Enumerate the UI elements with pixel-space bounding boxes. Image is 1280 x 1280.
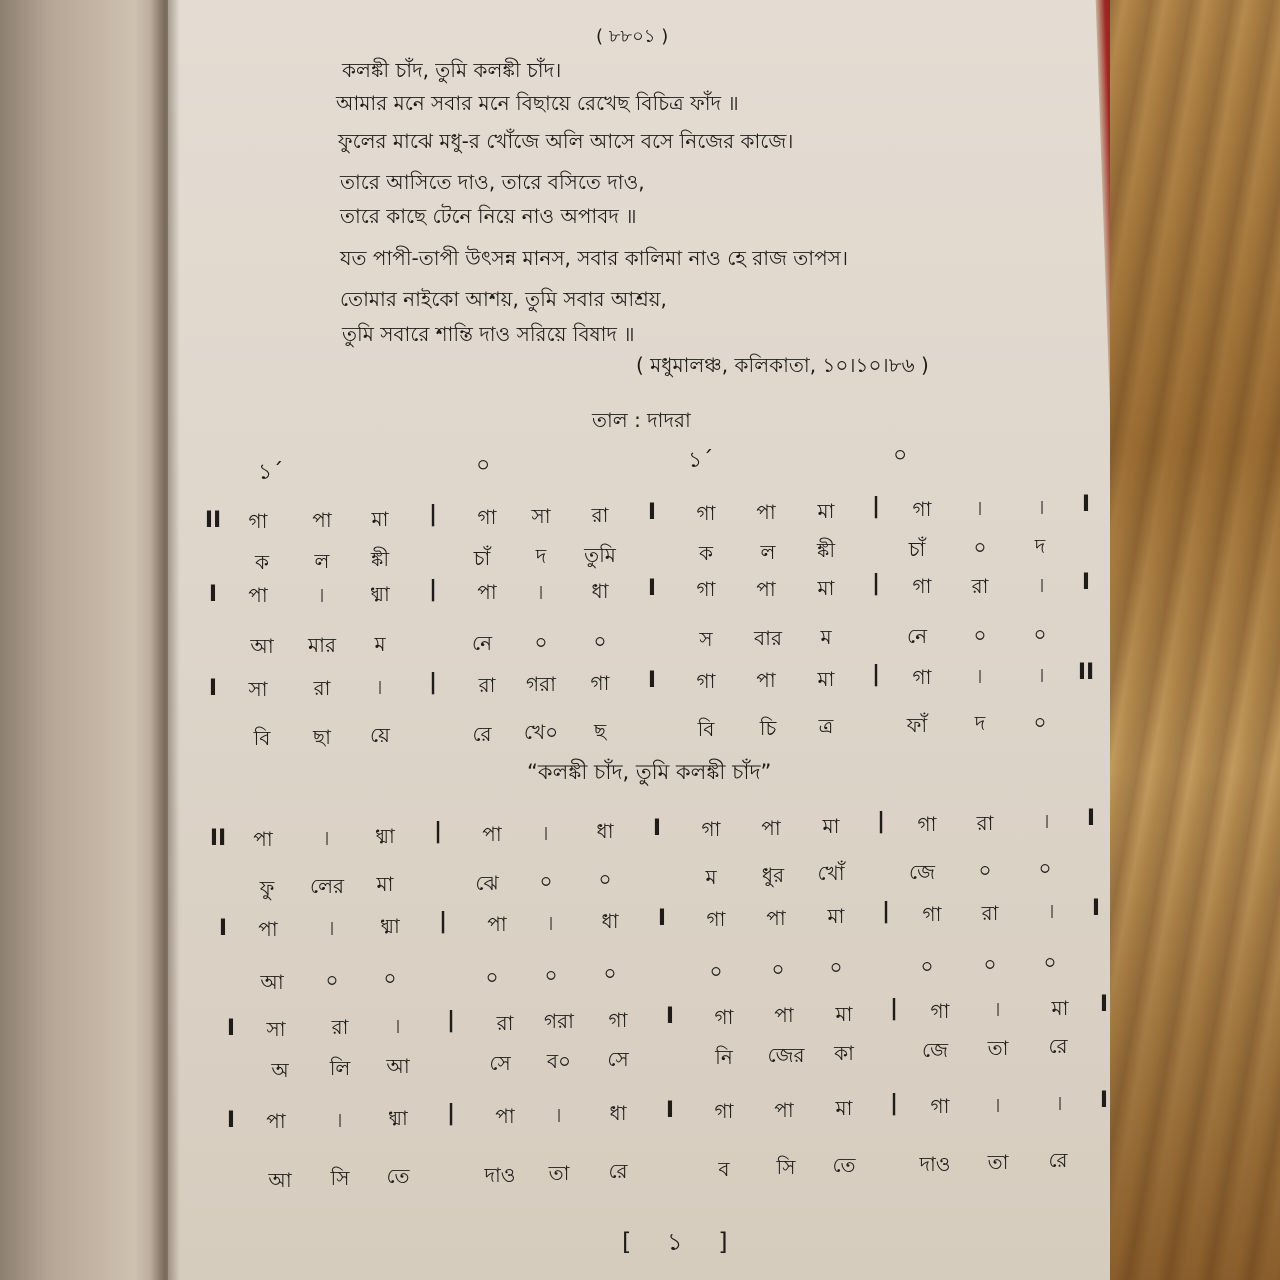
barline: | [871,494,881,519]
lyric-syllable: য়ে [370,723,390,748]
page-number-top: ( ৮৮০১ ) [596,26,669,47]
swara-note: ধা [601,909,619,934]
barline: | [433,819,443,844]
lyric-syllable: রে [1048,1034,1068,1058]
lyric-syllable: সি [776,1155,796,1180]
swara-note: মা [817,575,835,600]
left-page [0,0,168,1280]
swara-note: পা [248,583,268,608]
swara-note: মা [827,904,845,929]
swara-note: ৷ [330,915,334,940]
swara-note: রা [331,1015,349,1039]
poem-source: ( মধুমালঞ্চ, কলিকাতা, ১০।১০।৮৬ ) [636,353,929,377]
lyric-syllable: জে [908,859,936,884]
lyric-syllable: মার [308,632,336,657]
lyric-syllable: সে [607,1047,629,1072]
lyric-syllable: ধুর [761,863,785,888]
lyric-syllable: চি [759,715,777,740]
swara-note: ৷ [396,1013,400,1038]
swara-note: রা [591,503,609,527]
lyric-syllable: দ [1034,534,1046,558]
lyric-syllable: ঙ্কী [816,538,836,563]
lyric-syllable: ফাঁ [906,712,928,737]
barline: | [446,1008,456,1033]
lyric-syllable: জের [767,1042,805,1067]
lyric-syllable: লি [329,1055,351,1080]
swara-note: মা [817,499,835,523]
barline: I [226,1016,236,1041]
swara-note: পা [756,668,776,692]
lyric-syllable: ০ [539,868,553,893]
swara-note: পা [766,905,786,930]
lyric-syllable: ০ [920,953,934,978]
swara-note: ৷ [978,496,982,520]
swara-note: রা [976,810,994,835]
beat-mark: ০ [476,453,491,478]
barline: I [665,1098,675,1123]
barline: I [1099,992,1109,1017]
swara-note: মা [817,667,835,691]
lyric-syllable: ত্র [818,714,834,739]
lyric-syllable: বি [253,726,271,750]
swara-note: গা [477,505,497,529]
lyric-syllable: ছা [313,724,331,749]
swara-note: রা [971,573,989,598]
swara-note: গা [912,665,932,689]
barline: I [1099,1088,1109,1113]
barline: | [881,899,891,924]
wooden-table [1110,0,1280,1280]
swara-note: রা [313,676,331,700]
barline: | [871,571,881,596]
lyric-syllable: তে [832,1153,856,1178]
barline: II [209,826,227,851]
barline: I [647,576,657,601]
barline: II [204,508,222,533]
swara-note: ৷ [549,910,553,935]
swara-note: সা [248,677,268,701]
swara-note: গা [590,671,610,695]
book-gutter [150,0,180,1280]
beat-mark: ১´ [688,448,714,473]
barline: I [647,668,657,693]
barline: | [889,996,899,1021]
lyric-syllable: স [699,627,713,652]
swara-note: ধ্মা [380,914,400,939]
swara-note: ৷ [1050,899,1054,924]
lyric-syllable: সে [489,1051,511,1076]
lyric-syllable: সি [330,1166,350,1191]
lyric-syllable: ০ [603,960,617,985]
swara-note: মা [371,507,389,531]
barline: I [208,676,218,701]
swara-note: ৷ [544,820,548,845]
lyric-syllable: ০ [534,629,548,654]
lyric-syllable: নে [471,630,493,655]
refrain-heading: “কলঙ্কী চাঁদ, তুমি কলঙ্কী চাঁদ” [527,760,772,784]
swara-note: পা [482,821,502,846]
swara-note: গা [248,509,268,533]
poem-line: যত পাপী-তাপী উৎসন্ন মানস, সবার কালিমা নাও হে রাজ তাপস। [340,246,849,270]
lyric-syllable: ০ [829,955,843,980]
swara-note: ৷ [978,664,982,688]
lyric-syllable: বার [754,626,782,651]
poem-line: আমার মনে সবার মনে বিছায়ে রেখেছ বিচিত্র ফাঁদ ॥ [336,91,739,115]
swara-note: গা [930,1093,950,1118]
swara-note: গা [912,497,932,521]
swara-note: ৷ [1040,572,1044,597]
lyric-syllable: অ [271,1058,289,1082]
swara-note: মা [835,1001,853,1026]
swara-note: সা [266,1016,286,1041]
barline: I [657,906,667,931]
lyric-syllable: চাঁ [908,536,926,561]
swara-note: গা [714,1004,734,1029]
swara-note: পা [258,916,278,941]
swara-note: পা [487,911,507,936]
swara-note: গা [714,1098,734,1123]
swara-note: ধা [596,819,614,844]
lyric-syllable: তা [548,1160,570,1185]
lyric-syllable: ছ [593,718,607,743]
lyric-syllable: মা [376,872,394,897]
barline: I [208,582,218,607]
lyric-syllable: ০ [709,959,723,984]
lyric-syllable: ল [760,539,776,564]
swara-note: সা [531,504,551,528]
swara-note: গা [696,669,716,693]
lyric-syllable: দাও [484,1162,516,1187]
swara-note: মা [835,1096,853,1121]
lyric-syllable: তুমি [584,542,616,567]
swara-note: ৷ [325,825,329,850]
lyric-syllable: ব০ [546,1049,572,1074]
barline: I [218,916,228,941]
swara-note: গা [912,574,932,599]
lyric-syllable: রে [1048,1148,1068,1172]
barline: | [428,577,438,602]
swara-note: পা [761,815,781,840]
lyric-syllable: জে [921,1038,949,1063]
barline: I [647,500,657,525]
swara-note: রা [496,1010,514,1035]
swara-note: ৷ [1058,1091,1062,1116]
lyric-syllable: লের [309,874,345,899]
swara-note: মা [1051,995,1069,1020]
lyric-syllable: ক [699,541,713,566]
lyric-syllable: দাও [919,1151,951,1176]
swara-note: পা [495,1103,515,1128]
lyric-syllable: ০ [593,628,607,653]
swara-note: গা [696,501,716,525]
page-number-bottom: [ ১ ] [622,1228,742,1256]
lyric-syllable: নি [715,1044,733,1069]
barline: | [889,1091,899,1116]
swara-note: গরা [544,1009,574,1033]
lyric-syllable: আ [250,634,274,658]
lyric-syllable: কা [834,1040,854,1065]
barline: I [1081,570,1091,595]
lyric-syllable: ল [314,548,330,573]
swara-note: ৷ [320,582,324,607]
barline: I [665,1004,675,1029]
swara-note: ধ্মা [388,1106,408,1131]
swara-note: গা [608,1007,628,1032]
swara-note: পা [756,576,776,601]
swara-note: ৷ [1040,495,1044,519]
swara-note: ধ্মা [375,824,395,849]
swara-note: ধা [591,578,609,603]
swara-note: গা [701,816,721,841]
swara-note: ৷ [539,579,543,604]
lyric-syllable: ০ [544,962,558,987]
lyric-syllable: ০ [1033,710,1047,734]
lyric-syllable: দ [535,544,547,569]
swara-note: ৷ [1040,663,1044,687]
lyric-syllable: রে [608,1158,628,1183]
swara-note: ৷ [996,997,1000,1021]
barline: I [1091,896,1101,921]
beat-mark: ০ [893,443,908,468]
barline: | [871,662,881,687]
lyric-syllable: ০ [325,968,339,993]
lyric-syllable: ০ [1043,950,1057,974]
lyric-syllable: ০ [1033,622,1047,646]
poem-line: তুমি সবারে শান্তি দাও সরিয়ে বিষাদ ॥ [342,322,635,346]
poem-line: কলঙ্কী চাঁদ, তুমি কলঙ্কী চাঁদ। [342,58,562,82]
lyric-syllable: আ [268,1168,292,1192]
poem-line: তোমার নাইকো আশয়, তুমি সবার আশ্রয়, [340,287,667,311]
swara-note: পা [756,500,776,524]
swara-note: মা [822,814,840,839]
swara-note: পা [312,508,332,532]
lyric-syllable: বি [697,717,715,742]
barline: | [428,502,438,527]
lyric-syllable: খে০ [523,720,559,745]
lyric-syllable: ০ [485,964,499,989]
lyric-syllable: ০ [383,966,397,991]
swara-note: ধা [609,1101,627,1126]
lyric-syllable: ফু [259,876,275,900]
tala-heading: তাল : দাদরা [592,408,691,432]
lyric-syllable: ০ [983,951,997,976]
lyric-syllable: ০ [973,623,987,648]
swara-note: পা [253,826,273,851]
barline: | [438,909,448,934]
lyric-syllable: খোঁ [817,861,845,886]
swara-note: গরা [526,672,556,696]
swara-note: গা [922,901,942,926]
lyric-syllable: তে [386,1164,410,1189]
lyric-syllable: চাঁ [473,545,491,570]
lyric-syllable: আ [260,970,284,994]
lyric-syllable: ঝে [475,870,499,895]
lyric-syllable: ০ [771,957,785,982]
lyric-syllable: ম [374,631,386,656]
swara-note: ধ্মা [370,581,390,606]
swara-note: রা [478,673,496,697]
lyric-syllable: ০ [1038,856,1052,880]
lyric-syllable: ০ [978,857,992,882]
lyric-syllable: ক [255,550,269,574]
barline: I [652,816,662,841]
barline: I [1086,806,1096,831]
barline: I [1081,492,1091,517]
swara-note: ৷ [1045,809,1049,834]
lyric-syllable: আ [386,1053,410,1078]
swara-note: ৷ [378,675,382,699]
poem-line: তারে আসিতে দাও, তারে বসিতে দাও, [340,170,645,194]
swara-note: পা [477,580,497,605]
lyric-syllable: ০ [598,866,612,891]
swara-note: পা [774,1097,794,1122]
beat-mark: ১´ [258,460,284,485]
swara-note: ৷ [557,1102,561,1127]
swara-note: গা [706,906,726,931]
swara-note: ৷ [338,1107,342,1132]
lyric-syllable: দ [974,711,986,736]
swara-note: ৷ [996,1092,1000,1117]
poem-line: ফুলের মাঝে মধু-র খোঁজে অলি আসে বসে নিজের কাজে। [338,129,794,153]
lyric-syllable: ব [718,1157,730,1182]
swara-note: গা [930,998,950,1023]
lyric-syllable: ০ [973,535,987,560]
swara-note: রা [981,900,999,925]
swara-note: পা [774,1003,794,1027]
swara-note: গা [696,577,716,602]
barline: II [1077,660,1095,685]
barline: | [876,809,886,834]
lyric-syllable: ঙ্কী [370,547,390,572]
swara-note: গা [917,811,937,836]
lyric-syllable: রে [472,721,492,746]
lyric-syllable: তা [987,1149,1009,1174]
lyric-syllable: তা [987,1036,1009,1061]
barline: I [226,1108,236,1133]
swara-note: পা [266,1108,286,1133]
poem-line: তারে কাছে টেনে নিয়ে নাও অপাবদ ॥ [340,204,637,228]
lyric-syllable: নে [906,624,928,649]
barline: | [446,1101,456,1126]
barline: | [428,670,438,695]
lyric-syllable: ম [820,625,832,650]
lyric-syllable: ম [705,865,717,890]
